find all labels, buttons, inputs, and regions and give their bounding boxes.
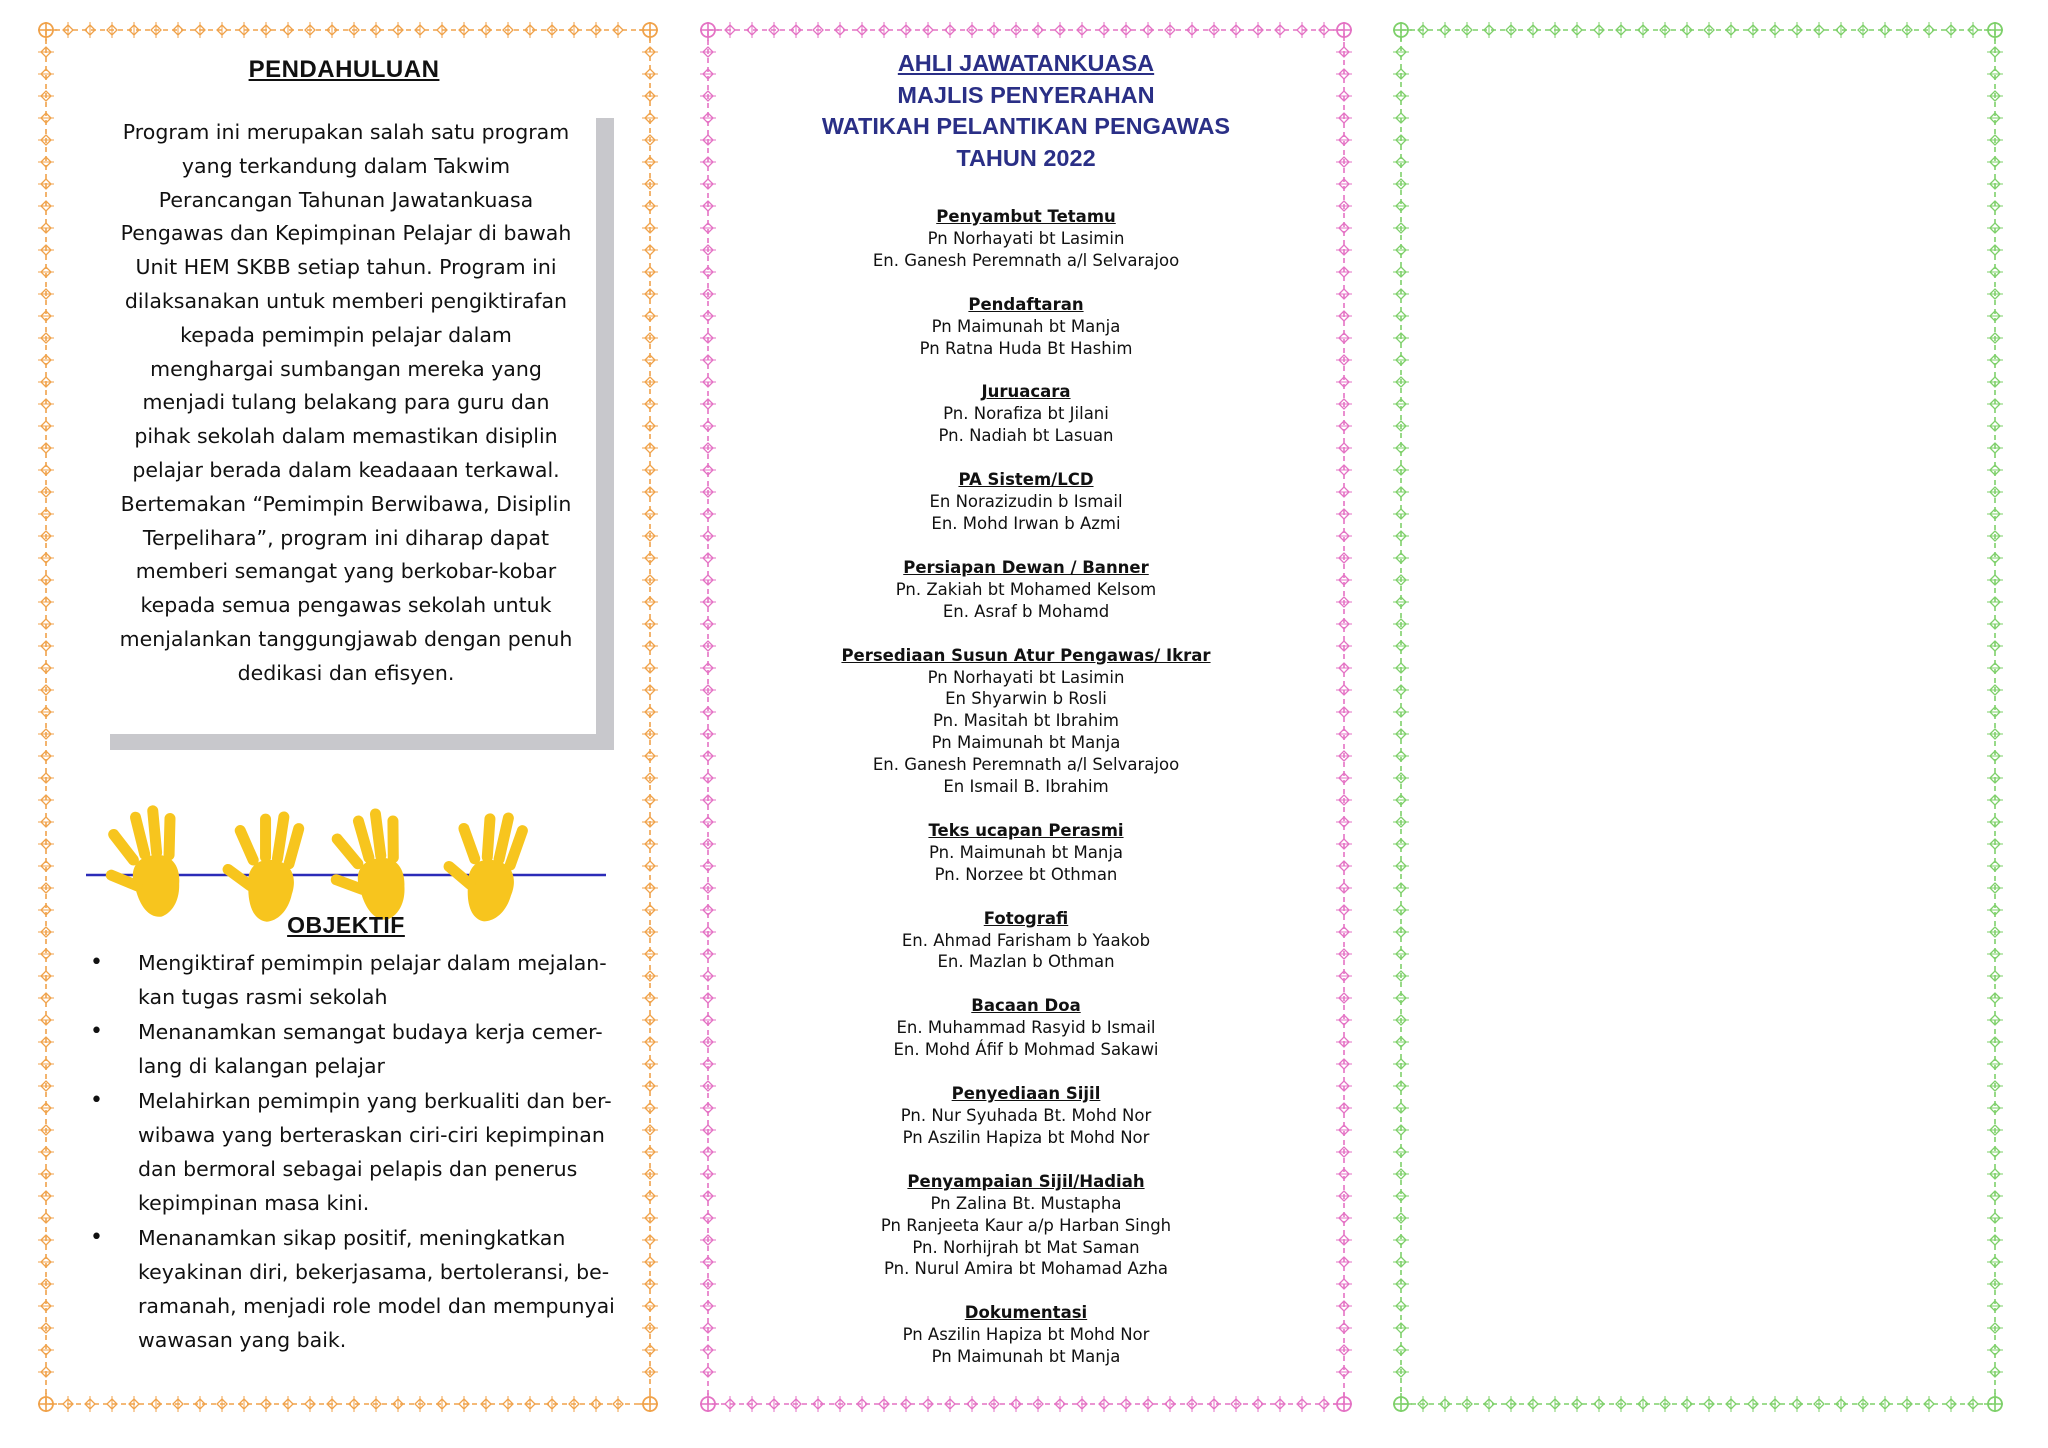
committee-list — [700, 206, 1352, 1390]
objective-line: wawasan yang baik. — [138, 1328, 347, 1352]
bullet-icon: • — [90, 950, 103, 975]
objective-line: dan bermoral sebagai pelapis dan penerus — [138, 1157, 578, 1181]
committee-member: Pn. Norhijrah bt Mat Saman — [912, 1237, 1140, 1257]
committee-member: Pn Aszilin Hapiza bt Mohd Nor — [902, 1127, 1150, 1147]
intro-line: pihak sekolah dalam memastikan disiplin — [134, 424, 558, 449]
committee-group — [700, 469, 1352, 535]
heading-line: AHLI JAWATANKUASA — [897, 50, 1155, 76]
committee-member: Pn Maimunah bt Manja — [931, 733, 1121, 753]
role-title: Pendaftaran — [968, 294, 1084, 314]
section-title-objektif: OBJEKTIF — [287, 912, 405, 938]
intro-line: menghargai sumbangan mereka yang — [150, 356, 542, 381]
bullet-icon: • — [90, 1019, 103, 1044]
panel-blank — [1393, 22, 2003, 1412]
committee-member: En. Ahmad Farisham b Yaakob — [901, 930, 1151, 950]
committee-member: En. Muhammad Rasyid b Ismail — [896, 1018, 1156, 1038]
role-title: Dokumentasi — [964, 1303, 1088, 1323]
committee-group — [700, 645, 1352, 798]
handprint-icon — [441, 809, 525, 925]
heading-line: TAHUN 2022 — [956, 144, 1096, 171]
intro-line: Terpelihara”, program ini diharap dapat — [142, 525, 550, 550]
committee-group — [700, 381, 1352, 447]
committee-member: Pn. Nadiah bt Lasuan — [938, 426, 1114, 446]
intro-line: kepada pemimpin pelajar dalam — [180, 322, 512, 347]
intro-line: dedikasi dan efisyen. — [237, 660, 455, 685]
committee-member: Pn Maimunah bt Manja — [931, 1347, 1121, 1367]
role-title: Penyambut Tetamu — [936, 207, 1116, 226]
role-title: Penyediaan Sijil — [951, 1084, 1101, 1104]
intro-line: Pengawas dan Kepimpinan Pelajar di bawah — [120, 221, 572, 246]
objectives-list — [68, 946, 628, 1358]
intro-text-box — [96, 102, 596, 734]
intro-line: menjadi tulang belakang para guru dan — [142, 390, 550, 415]
intro-line: yang terkandung dalam Takwim — [181, 153, 511, 178]
objective-line: Mengiktiraf pemimpin pelajar dalam mejalan- — [138, 951, 607, 975]
objective-line: kepimpinan masa kini. — [138, 1191, 370, 1215]
committee-member: Pn Maimunah bt Manja — [931, 316, 1121, 336]
committee-member: En. Mazlan b Othman — [937, 952, 1115, 972]
committee-member: En. Ganesh Peremnath a/l Selvarajoo — [872, 755, 1180, 775]
role-title: Persediaan Susun Atur Pengawas/ Ikrar — [841, 645, 1211, 665]
intro-line: Unit HEM SKBB setiap tahun. Program ini — [135, 255, 557, 280]
committee-member: En. Mohd Irwan b Azmi — [931, 513, 1121, 533]
committee-member: Pn. Nur Syuhada Bt. Mohd Nor — [900, 1106, 1152, 1125]
committee-member: Pn Norhayati bt Lasimin — [927, 228, 1125, 248]
role-title: Bacaan Doa — [971, 996, 1081, 1016]
committee-group — [700, 206, 1352, 272]
panel-ahli-jawatankuasa — [700, 22, 1352, 1412]
committee-group — [700, 557, 1352, 623]
heading-line: WATIKAH PELANTIKAN PENGAWAS — [821, 113, 1231, 139]
committee-member: En Shyarwin b Rosli — [945, 689, 1107, 709]
objective-line: wibawa yang berteraskan ciri-ciri kepimpinan — [138, 1123, 605, 1147]
panel-pendahuluan — [38, 22, 658, 1412]
handprints-illustration — [86, 792, 646, 932]
committee-member: En. Ganesh Peremnath a/l Selvarajoo — [872, 250, 1180, 270]
objective-line: keyakinan diri, bekerjasama, bertoleransi, be- — [138, 1260, 610, 1284]
committee-member: Pn. Masitah bt Ibrahim — [933, 711, 1119, 731]
role-title: Juruacara — [981, 382, 1071, 402]
bullet-icon: • — [90, 1088, 103, 1113]
handprint-icon — [223, 812, 301, 924]
committee-member: En Norazizudin b Ismail — [929, 492, 1123, 512]
objective-line: Menanamkan semangat budaya kerja cemer- — [138, 1020, 603, 1044]
committee-member: Pn Ranjeeta Kaur a/p Harban Singh — [880, 1215, 1172, 1235]
committee-member: Pn. Zakiah bt Mohamed Kelsom — [895, 579, 1157, 599]
committee-member: En Ismail B. Ibrahim — [943, 777, 1109, 797]
intro-line: Program ini merupakan salah satu program — [122, 120, 570, 144]
role-title: Penyampaian Sijil/Hadiah — [907, 1171, 1145, 1191]
intro-line: kepada semua pengawas sekolah untuk — [140, 593, 552, 618]
committee-member: Pn. Norzee bt Othman — [934, 864, 1118, 884]
committee-member: En. Asraf b Mohamd — [942, 601, 1110, 621]
committee-heading — [700, 48, 1352, 174]
objective-item — [68, 946, 628, 1014]
committee-member: Pn Norhayati bt Lasimin — [927, 667, 1125, 687]
objective-line: Melahirkan pemimpin yang berkualiti dan ber- — [138, 1089, 612, 1113]
committee-member: Pn Zalina Bt. Mustapha — [930, 1193, 1122, 1213]
committee-group — [700, 1302, 1352, 1368]
intro-line: memberi semangat yang berkobar-kobar — [135, 559, 557, 584]
role-title: Teks ucapan Perasmi — [928, 820, 1124, 840]
objective-item — [68, 1084, 628, 1220]
committee-member: En. Mohd Áfif b Mohmad Sakawi — [893, 1040, 1159, 1060]
objective-line: Menanamkan sikap positif, meningkatkan — [138, 1226, 566, 1250]
committee-group — [700, 1171, 1352, 1281]
heading-line: MAJLIS PENYERAHAN — [897, 81, 1155, 108]
role-title: Fotografi — [983, 908, 1069, 928]
objective-item — [68, 1221, 628, 1357]
committee-member: Pn Ratna Huda Bt Hashim — [919, 338, 1133, 358]
committee-member: Pn. Nurul Amira bt Mohamad Azha — [883, 1259, 1169, 1279]
committee-group — [700, 908, 1352, 974]
committee-member: Pn. Norafiza bt Jilani — [943, 404, 1109, 424]
committee-group — [700, 995, 1352, 1061]
objective-item — [68, 1015, 628, 1083]
role-title: Persiapan Dewan / Banner — [903, 557, 1149, 577]
committee-group — [700, 294, 1352, 360]
intro-line: menjalankan tanggungjawab dengan penuh — [119, 626, 573, 651]
handprint-icon — [326, 811, 410, 927]
committee-group — [700, 1083, 1352, 1149]
intro-line: dilaksanakan untuk memberi pengiktirafan — [124, 288, 568, 313]
objective-line: ramanah, menjadi role model dan mempunyai — [138, 1294, 615, 1318]
objective-line: lang di kalangan pelajar — [138, 1054, 385, 1078]
committee-member: Pn. Maimunah bt Manja — [928, 842, 1124, 862]
role-title: PA Sistem/LCD — [958, 470, 1094, 490]
intro-line: Perancangan Tahunan Jawatankuasa — [158, 187, 534, 212]
intro-line: Bertemakan “Pemimpin Berwibawa, Disiplin — [120, 491, 572, 516]
intro-line: pelajar berada dalam keadaaan terkawal. — [132, 457, 560, 482]
objective-line: kan tugas rasmi sekolah — [138, 985, 388, 1009]
decorative-border-green — [1393, 22, 2003, 1412]
handprint-icon — [103, 808, 184, 922]
section-title-pendahuluan: PENDAHULUAN — [248, 56, 440, 83]
committee-group — [700, 820, 1352, 886]
committee-member: Pn Aszilin Hapiza bt Mohd Nor — [902, 1325, 1150, 1345]
bullet-icon: • — [90, 1225, 103, 1250]
